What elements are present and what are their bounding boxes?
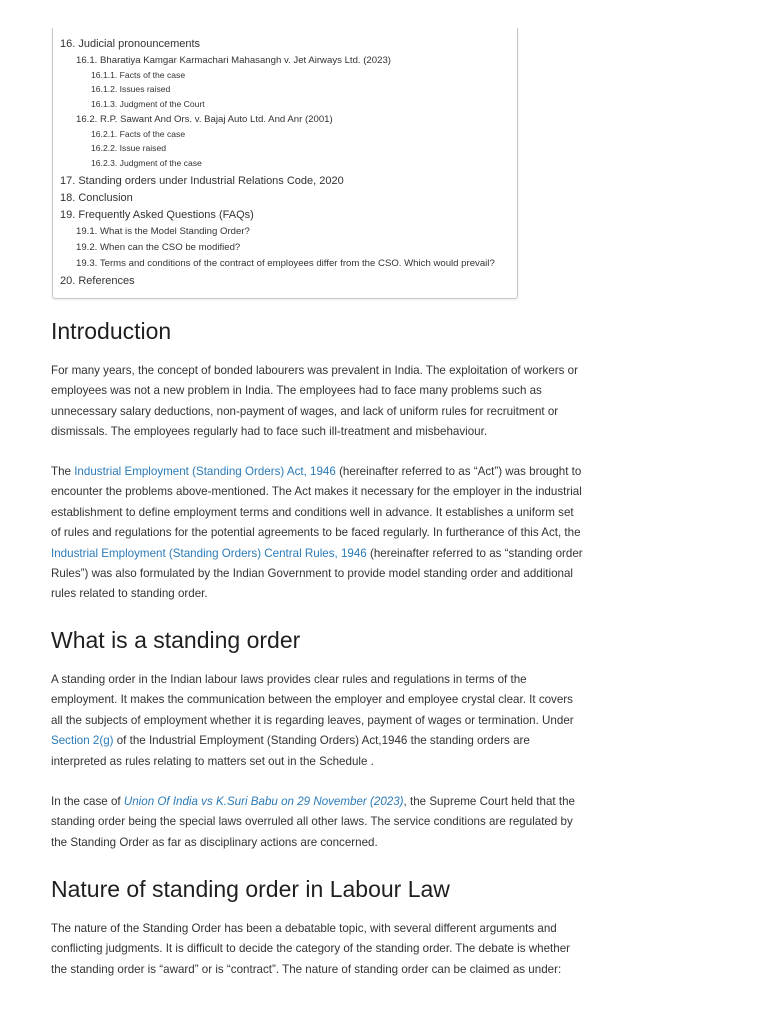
toc-item[interactable]: 16.2.3. Judgment of the case	[91, 158, 202, 168]
case-link-suri-babu[interactable]: Union Of India vs K.Suri Babu on 29 November (2023)	[123, 795, 404, 808]
toc-item[interactable]: 17. Standing orders under Industrial Relations Code, 2020	[60, 175, 344, 187]
nature-paragraph-1: The nature of the Standing Order has been a debatable topic, with several different arguments and conflicting judgments. It is difficult to decide the category of the standing order. The debate is whether the standing order is “award” or is “contract”. The nature of standing order can be claimed as under:	[51, 922, 571, 976]
what-paragraph-2	[51, 792, 586, 853]
text-run: (hereinafter referred to as “standing order Rules”) was also formulated by the Indian Government to provide model standing order and additional rules related to standing order.	[51, 546, 583, 601]
toc-item[interactable]: 16.1.3. Judgment of the Court	[91, 99, 205, 109]
text-run: , the Supreme Court held that the standing order being the special laws overruled all other laws. The service conditions are regulated by the Standing Order as far as disciplinary actions are concerned.	[51, 795, 575, 849]
section-heading-nature: Nature of standing order in Labour Law	[51, 876, 450, 902]
toc-item[interactable]: 16.1. Bharatiya Kamgar Karmachari Mahasangh v. Jet Airways Ltd. (2023)	[76, 55, 391, 66]
text-run: (hereinafter referred to as “Act”) was brought to encounter the problems above-mentioned. The Act makes it necessary for the employer in the industrial establishment to define employment terms and conditions well in advance. It establishes a uniform set of rules and regulations for the potential agreements to be faced regularly. In furtherance of this Act, the	[51, 465, 582, 540]
intro-paragraph-1: For many years, the concept of bonded labourers was prevalent in India. The exploitation of workers or employees was not a new problem in India. The employees had to face many problems such as unnecessary salary deductions, non-payment of wages, and lack of uniform rules for recruitment or dismissals. The employees regularly had to face such ill-treatment and misbehaviour.	[51, 364, 578, 439]
intro-paragraph-2	[51, 462, 586, 605]
toc-item[interactable]: 19.1. What is the Model Standing Order?	[76, 226, 250, 237]
toc-item[interactable]: 19. Frequently Asked Questions (FAQs)	[60, 209, 254, 221]
text-run: A standing order in the Indian labour laws provides clear rules and regulations in terms of the employment. It makes the communication between the employer and employee crystal clear. It covers all the subjects of employment whether it is regarding leaves, payment of wages or termination. Under	[51, 673, 574, 727]
text-run: In the case of	[51, 795, 124, 808]
act-link[interactable]: Industrial Employment (Standing Orders) Act, 1946	[74, 465, 336, 478]
toc-item[interactable]: 18. Conclusion	[60, 192, 133, 204]
toc-item[interactable]: 16.2.2. Issue raised	[91, 143, 167, 153]
toc-item[interactable]: 16.2. R.P. Sawant And Ors. v. Bajaj Auto Ltd. And Anr (2001)	[76, 114, 333, 125]
toc-item[interactable]: 16. Judicial pronouncements	[60, 38, 201, 50]
toc-item[interactable]: 19.2. When can the CSO be modified?	[76, 242, 241, 253]
table-of-contents	[52, 28, 518, 299]
what-paragraph-1	[51, 670, 586, 772]
section-heading-introduction: Introduction	[51, 318, 172, 344]
text-run: The	[51, 465, 75, 478]
toc-item[interactable]: 19.3. Terms and conditions of the contract of employees differ from the CSO. Which would prevail?	[76, 258, 495, 269]
toc-item[interactable]: 16.2.1. Facts of the case	[91, 129, 186, 139]
section-2g-link[interactable]: Section 2(g)	[51, 734, 114, 748]
toc-item[interactable]: 16.1.1. Facts of the case	[91, 70, 186, 80]
section-heading-what-is-standing-order: What is a standing order	[51, 627, 301, 653]
text-run: of the Industrial Employment (Standing Orders) Act,1946 the standing orders are interpreted as rules relating to matters set out in the Schedule .	[51, 734, 530, 768]
central-rules-link[interactable]: Industrial Employment (Standing Orders) Central Rules, 1946	[51, 546, 367, 560]
toc-item[interactable]: 20. References	[60, 275, 135, 287]
toc-item[interactable]: 16.1.2. Issues raised	[91, 84, 171, 94]
